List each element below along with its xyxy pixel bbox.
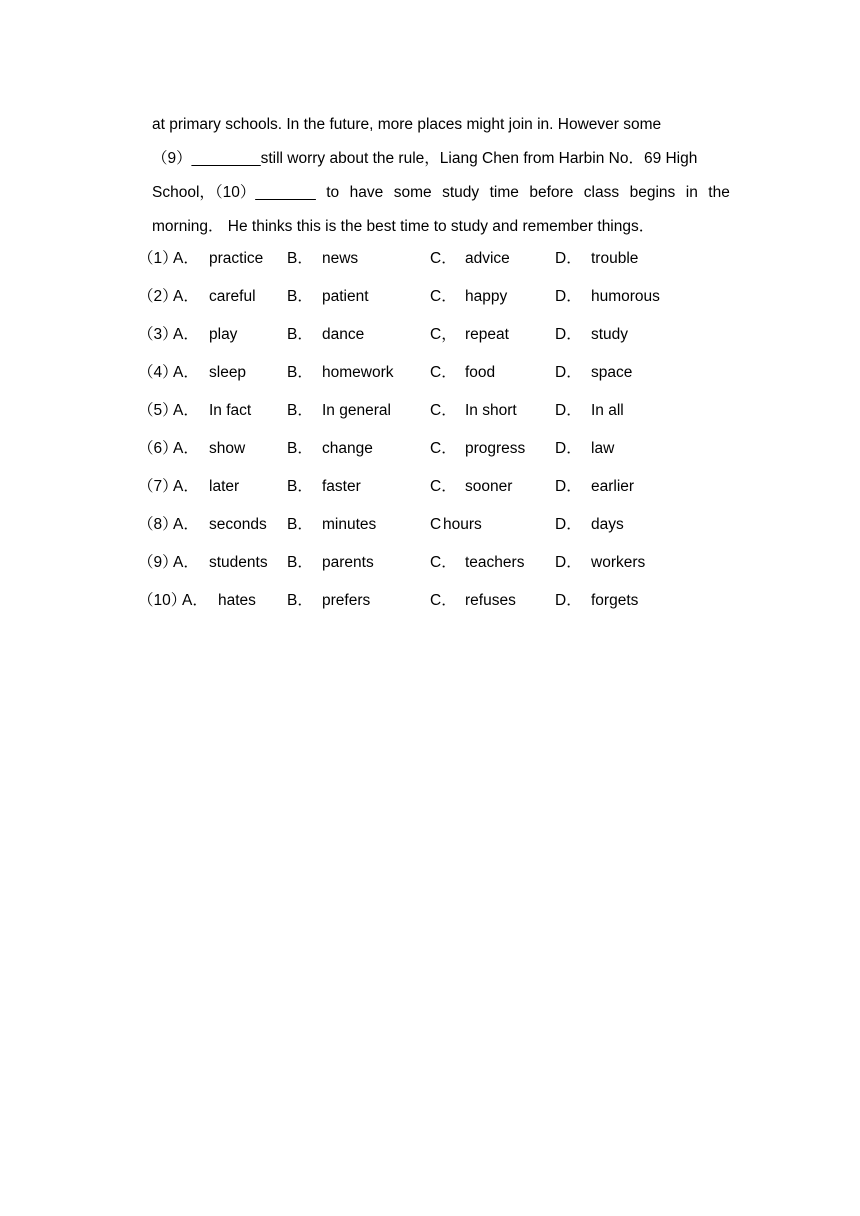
option-b-text: faster	[322, 478, 361, 495]
answer-options-list	[138, 240, 738, 620]
option-d-text: forgets	[591, 592, 639, 609]
question-row-7	[138, 468, 738, 506]
option-b-text: news	[322, 250, 359, 267]
option-a-label: A．	[173, 402, 199, 419]
option-a-label: A．	[173, 364, 199, 381]
option-d-label: D．	[555, 554, 582, 571]
question-number: （7）	[138, 478, 178, 495]
option-d-label: D．	[555, 288, 582, 305]
option-b-text: parents	[322, 554, 374, 571]
option-d-text: days	[591, 516, 624, 533]
option-c-label: C．	[430, 592, 457, 609]
option-d-text: trouble	[591, 250, 639, 267]
passage-line-4: morning． He thinks this is the best time to study and remember things．	[152, 218, 655, 235]
option-c-text: food	[465, 364, 496, 381]
option-c-text: refuses	[465, 592, 516, 609]
option-c-text: happy	[465, 288, 508, 305]
option-d-text: humorous	[591, 288, 660, 305]
passage-word: before	[529, 184, 574, 201]
option-a-text: practice	[209, 250, 264, 267]
option-c-text: teachers	[465, 554, 525, 571]
passage-word: begins	[629, 184, 676, 201]
option-a-label: A．	[173, 288, 199, 305]
option-c-label: C．	[430, 402, 457, 419]
passage-word: the	[708, 184, 730, 201]
option-b-text: prefers	[322, 592, 371, 609]
option-d-label: D．	[555, 250, 582, 267]
option-b-label: B．	[287, 364, 313, 381]
option-c-label: C．	[430, 440, 457, 457]
option-c-label: C．	[430, 250, 457, 267]
question-number: （10）	[138, 592, 187, 609]
option-a-text: seconds	[209, 516, 267, 533]
option-d-text: workers	[591, 554, 646, 571]
option-a-label: A．	[182, 592, 208, 609]
question-row-8	[138, 506, 738, 544]
question-row-2	[138, 278, 738, 316]
option-a-label: A．	[173, 326, 199, 343]
option-c-label: C．	[430, 478, 457, 495]
question-row-4	[138, 354, 738, 392]
option-a-text: show	[209, 440, 246, 457]
option-a-text: In fact	[209, 402, 252, 419]
option-a-label: A．	[173, 440, 199, 457]
option-d-text: In all	[591, 402, 624, 419]
passage-line-2: （9）________still worry about the rule，Liang Chen from Harbin No．69 High	[152, 150, 698, 167]
option-a-text: hates	[218, 592, 256, 609]
option-d-text: law	[591, 440, 615, 457]
option-c-label: C，	[430, 326, 457, 343]
question-row-6	[138, 430, 738, 468]
option-c-label: C．	[430, 554, 457, 571]
question-number: （8）	[138, 516, 178, 533]
question-number: （5）	[138, 402, 178, 419]
option-d-label: D．	[555, 478, 582, 495]
passage-line-3	[152, 176, 730, 210]
question-number: （6）	[138, 440, 178, 457]
passage-word: some	[393, 184, 432, 201]
option-b-label: B．	[287, 250, 313, 267]
option-a-text: careful	[209, 288, 256, 305]
option-a-text: sleep	[209, 364, 247, 381]
option-b-text: homework	[322, 364, 394, 381]
question-number: （3）	[138, 326, 178, 343]
question-row-3	[138, 316, 738, 354]
option-d-text: space	[591, 364, 633, 381]
option-c-label: C	[430, 516, 442, 533]
option-b-text: In general	[322, 402, 391, 419]
option-d-text: study	[591, 326, 629, 343]
option-b-text: change	[322, 440, 373, 457]
option-d-text: earlier	[591, 478, 635, 495]
question-number: （4）	[138, 364, 178, 381]
option-a-text: students	[209, 554, 268, 571]
option-b-text: patient	[322, 288, 369, 305]
question-number: （2）	[138, 288, 178, 305]
option-b-label: B．	[287, 478, 313, 495]
option-b-label: B．	[287, 440, 313, 457]
option-d-label: D．	[555, 440, 582, 457]
option-a-label: A．	[173, 478, 199, 495]
question-row-5	[138, 392, 738, 430]
passage-word: study	[442, 184, 480, 201]
question-row-1	[138, 240, 738, 278]
question-row-10	[138, 582, 738, 620]
option-a-label: A．	[173, 250, 199, 267]
option-a-text: later	[209, 478, 240, 495]
option-b-text: minutes	[322, 516, 377, 533]
option-b-label: B．	[287, 402, 313, 419]
option-b-label: B．	[287, 592, 313, 609]
option-c-text: repeat	[465, 326, 509, 343]
option-b-text: dance	[322, 326, 365, 343]
option-d-label: D．	[555, 364, 582, 381]
passage-word: have	[349, 184, 384, 201]
passage-word: time	[489, 184, 519, 201]
option-c-label: C．	[430, 288, 457, 305]
option-d-label: D．	[555, 326, 582, 343]
option-c-text: progress	[465, 440, 526, 457]
question-number: （1）	[138, 250, 178, 267]
question-row-9	[138, 544, 738, 582]
passage-word: in	[685, 184, 698, 201]
option-b-label: B．	[287, 554, 313, 571]
option-d-label: D．	[555, 592, 582, 609]
option-c-label: C．	[430, 364, 457, 381]
option-c-text: advice	[465, 250, 510, 267]
option-b-label: B．	[287, 326, 313, 343]
passage-word: School，（10）_______	[152, 184, 316, 201]
option-b-label: B．	[287, 516, 313, 533]
passage-word: class	[583, 184, 620, 201]
option-d-label: D．	[555, 402, 582, 419]
question-number: （9）	[138, 554, 178, 571]
option-a-label: A．	[173, 516, 199, 533]
passage-word: to	[326, 184, 340, 201]
option-d-label: D．	[555, 516, 582, 533]
option-a-text: play	[209, 326, 238, 343]
option-a-label: A．	[173, 554, 199, 571]
option-b-label: B．	[287, 288, 313, 305]
option-c-text: In short	[465, 402, 517, 419]
option-c-text: hours	[443, 516, 482, 533]
passage-line-1: at primary schools. In the future, more places might join in. However some	[152, 116, 662, 133]
option-c-text: sooner	[465, 478, 513, 495]
passage-text	[152, 108, 730, 244]
